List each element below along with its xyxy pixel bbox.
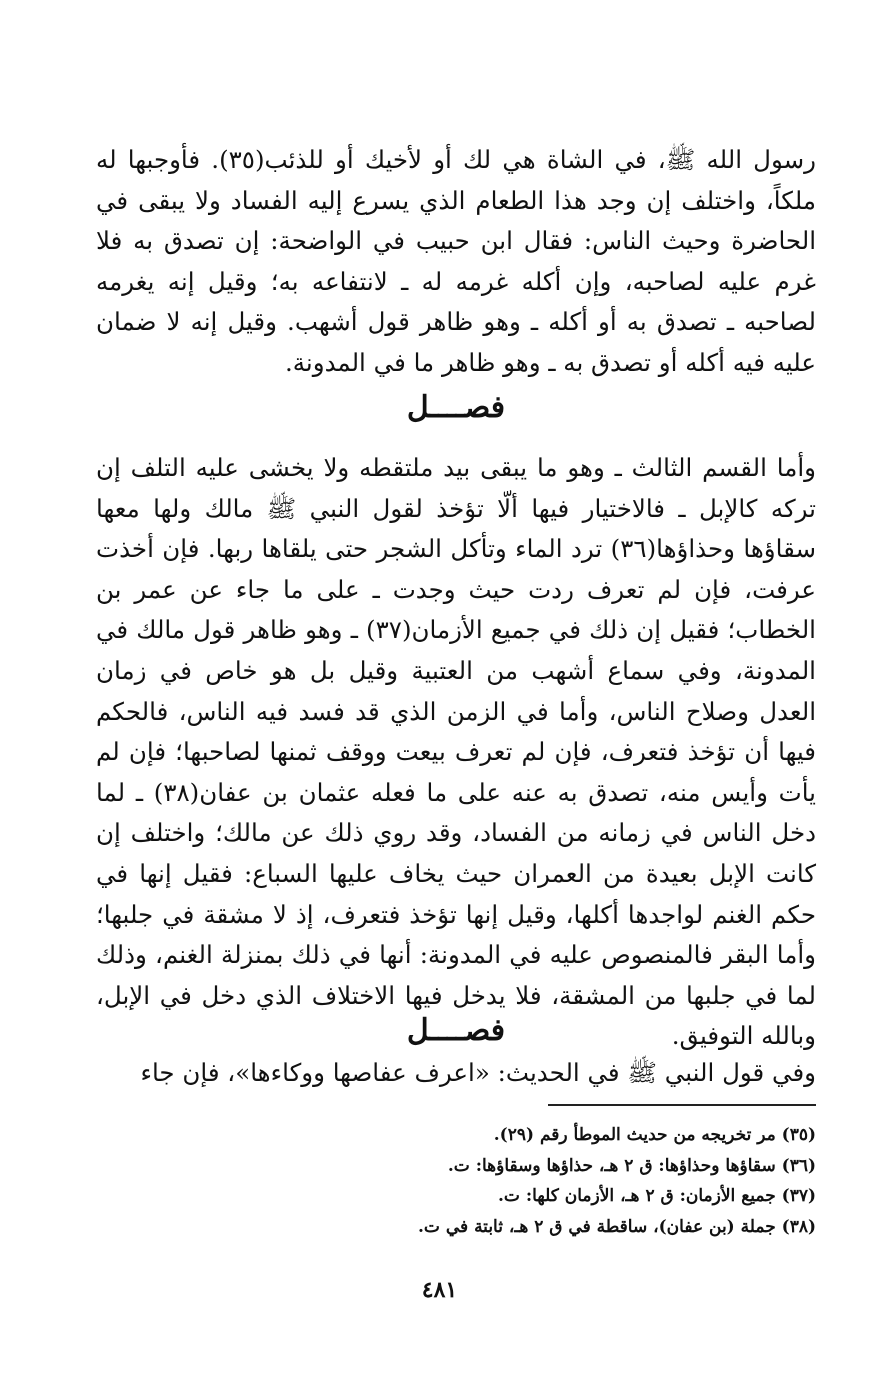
paragraph-text: وأما القسم الثالث ـ وهو ما يبقى بيد ملتقطه ولا يخشى عليه التلف إن تركه كالإبل ـ فالاختيار فيها ألّا تؤخذ لقول النبي ﷺ مالك ولها معها سقاؤها وحذاؤها(٣٦) ترد الماء وتأكل الشجر حتى يلقاها ربها. فإن أخذت عرفت، فإن لم تعرف ردت حيث وجدت ـ على ما جاء عن عمر بن الخطاب؛ فقيل إن ذلك في جميع الأزمان(٣٧) ـ وهو ظاهر قول مالك في المدونة، وفي سماع أشهب من العتبية وقيل بل هو خاص في زمان العدل وصلاح الناس، وأما في الزمن الذي قد فسد فيه الناس، فالحكم فيها أن تؤخذ فتعرف، فإن لم تعرف بيعت ووقف ثمنها لصاحبها؛ فإن لم يأت وأيس منه، تصدق به عنه على ما فعله عثمان بن عفان(٣٨) ـ لما دخل الناس في زمانه من الفساد، وقد روي ذلك عن مالك؛ واختلف إن كانت الإبل بعيدة من العمران حيث يخاف عليها السباع: فقيل إنها في حكم الغنم لواجدها أكلها، وقيل إنها تؤخذ فتعرف، إذ لا مشقة في جلبها؛ وأما البقر فالمنصوص عليه في المدونة: أنها في ذلك بمنزلة الغنم، وذلك لما في جلبها من المشقة، فلا يدخل فيها الاختلاف الذي دخل في الإبل، وبالله التوفيق. [96, 453, 817, 1051]
footnotes [96, 1120, 816, 1242]
section-heading-fasl-1: فصــــل [406, 390, 506, 425]
footnote-35: (٣٥) مر تخريجه من حديث الموطأ رقم (٢٩). [493, 1125, 816, 1145]
footnote-separator [548, 1104, 816, 1106]
page-number: ٤٨١ [421, 1277, 458, 1303]
section-heading-fasl-2: فصــــل [406, 1013, 506, 1048]
body-paragraph-1 [96, 140, 816, 384]
body-paragraph-2 [96, 448, 816, 1057]
paragraph-text: وفي قول النبي ﷺ في الحديث: «اعرف عفاصها ووكاءها»، فإن جاء [140, 1058, 816, 1087]
footnote-37: (٣٧) جميع الأزمان: ق ٢ هـ، الأزمان كلها: ت. [497, 1186, 816, 1206]
paragraph-text: رسول الله ﷺ، في الشاة هي لك أو لأخيك أو للذئب(٣٥). فأوجبها له ملكاً، واختلف إن وجد هذا الطعام الذي يسرع إليه الفساد ولا يبقى في الحاضرة وحيث الناس: فقال ابن حبيب في الواضحة: إن تصدق به فلا غرم عليه لصاحبه، وإن أكله غرمه له ـ لانتفاعه به؛ وقيل إنه يغرمه لصاحبه ـ تصدق به أو أكله ـ وهو ظاهر قول أشهب. وقيل إنه لا ضمان عليه فيه أكله أو تصدق به ـ وهو ظاهر ما في المدونة. [96, 145, 817, 377]
footnote-36: (٣٦) سقاؤها وحذاؤها: ق ٢ هـ، حذاؤها وسقاؤها: ت. [447, 1155, 816, 1176]
footnote-38: (٣٨) جملة (بن عفان)، ساقطة في ق ٢ هـ، ثابتة في ت. [418, 1216, 816, 1237]
body-paragraph-3 [96, 1053, 816, 1094]
